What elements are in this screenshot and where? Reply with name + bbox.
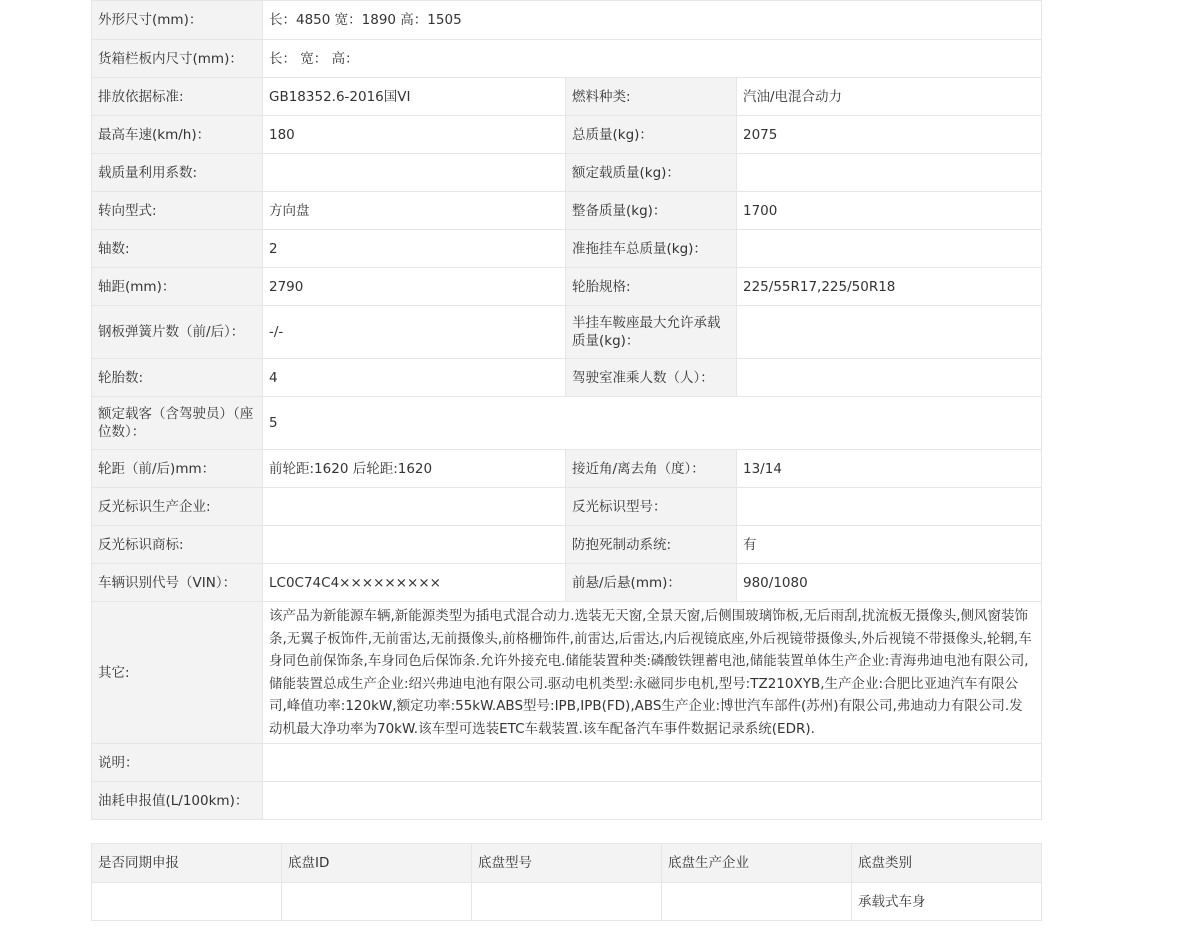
axles-label: 轴数: — [92, 230, 263, 268]
chassis-cell-maker — [662, 883, 852, 921]
chassis-header-row — [92, 844, 1042, 883]
chassis-header-category: 底盘类别 — [852, 844, 1042, 883]
spec-row-load — [92, 154, 1042, 192]
tire-count-label: 轮胎数: — [92, 359, 263, 397]
trailer-mass-value — [737, 230, 1042, 268]
cargo-box-label: 货箱栏板内尺寸(mm)： — [92, 40, 263, 78]
rated-load-label: 额定载质量(kg)： — [566, 154, 737, 192]
spec-row-reflector — [92, 488, 1042, 526]
chassis-header-maker: 底盘生产企业 — [662, 844, 852, 883]
other-value: 该产品为新能源车辆,新能源类型为插电式混合动力.选装无天窗,全景天窗,后侧围玻璃饰板,无后雨刮,扰流板无摄像头,侧风窗装饰条,无翼子板饰件,无前雷达,无前摄像头,前格栅饰件,前雷达,后雷达,内后视镜底座,外后视镜带摄像头,外后视镜不带摄像头,轮辋,车身同色前保饰条,车身同色后保饰条.允许外接充电.储能装置种类:磷酸铁锂蓄电池,储能装置单体生产企业:青海弗迪电池有限公司,储能装置总成生产企业:绍兴弗迪电池有限公司.驱动电机类型:永磁同步电机,型号:TZ210XYB,生产企业:合肥比亚迪汽车有限公司,峰值功率:120kW,额定功率:55kW.ABS型号:IPB,IPB(FD),ABS生产企业:博世汽车部件(苏州)有限公司,弗迪动力有限公司.发动机最大净功率为70kW.该车型可选装ETC车载装置.该车配备汽车事件数据记录系统(EDR). — [263, 602, 1042, 744]
track-label: 轮距（前/后)mm： — [92, 450, 263, 488]
tire-spec-label: 轮胎规格: — [566, 268, 737, 306]
fuel-value: 汽油/电混合动力 — [737, 78, 1042, 116]
spec-row-vin — [92, 564, 1042, 602]
spec-row-steering — [92, 192, 1042, 230]
track-value: 前轮距:1620 后轮距:1620 — [263, 450, 566, 488]
curb-mass-value: 1700 — [737, 192, 1042, 230]
angle-value: 13/14 — [737, 450, 1042, 488]
cargo-box-value: 长： 宽： 高： — [263, 40, 1042, 78]
spec-row-speed — [92, 116, 1042, 154]
note-value — [263, 744, 1042, 782]
vin-value: LC0C74C4××××××××× — [263, 564, 566, 602]
chassis-cell-model — [472, 883, 662, 921]
abs-value: 有 — [737, 526, 1042, 564]
spec-row-spring — [92, 306, 1042, 359]
dimensions-label: 外形尺寸(mm)： — [92, 1, 263, 40]
spec-row-cargo-box — [92, 40, 1042, 78]
overhang-value: 980/1080 — [737, 564, 1042, 602]
overhang-label: 前悬/后悬(mm)： — [566, 564, 737, 602]
spec-row-emission — [92, 78, 1042, 116]
note-label: 说明： — [92, 744, 263, 782]
emission-label: 排放依据标准: — [92, 78, 263, 116]
saddle-value — [737, 306, 1042, 359]
spring-label: 钢板弹簧片数（前/后）： — [92, 306, 263, 359]
seats-value: 5 — [263, 397, 1042, 450]
chassis-table — [91, 843, 1042, 921]
fuel-label: 燃料种类: — [566, 78, 737, 116]
spec-row-tires — [92, 359, 1042, 397]
reflector-brand-label: 反光标识商标: — [92, 526, 263, 564]
max-speed-label: 最高车速(km/h)： — [92, 116, 263, 154]
max-speed-value: 180 — [263, 116, 566, 154]
spec-row-dimensions — [92, 1, 1042, 40]
spec-row-other — [92, 602, 1042, 744]
chassis-cell-category: 承载式车身 — [852, 883, 1042, 921]
saddle-label: 半挂车鞍座最大允许承载质量(kg)： — [566, 306, 737, 359]
chassis-header-id: 底盘ID — [282, 844, 472, 883]
reflector-model-value — [737, 488, 1042, 526]
spec-row-seats — [92, 397, 1042, 450]
vehicle-spec-table — [91, 0, 1042, 820]
reflector-model-label: 反光标识型号： — [566, 488, 737, 526]
reflector-maker-value — [263, 488, 566, 526]
vin-label: 车辆识别代号（VIN）： — [92, 564, 263, 602]
load-coef-label: 载质量利用系数: — [92, 154, 263, 192]
cab-passengers-value — [737, 359, 1042, 397]
load-coef-value — [263, 154, 566, 192]
total-mass-label: 总质量(kg)： — [566, 116, 737, 154]
tire-spec-value: 225/55R17,225/50R18 — [737, 268, 1042, 306]
wheelbase-label: 轴距(mm)： — [92, 268, 263, 306]
dimensions-value: 长：4850 宽：1890 高：1505 — [263, 1, 1042, 40]
trailer-mass-label: 准拖挂车总质量(kg)： — [566, 230, 737, 268]
spec-row-fuel-consumption — [92, 782, 1042, 820]
spec-row-note — [92, 744, 1042, 782]
reflector-brand-value — [263, 526, 566, 564]
emission-value: GB18352.6-2016国VI — [263, 78, 566, 116]
chassis-data-row — [92, 883, 1042, 921]
steering-value: 方向盘 — [263, 192, 566, 230]
wheelbase-value: 2790 — [263, 268, 566, 306]
abs-label: 防抱死制动系统: — [566, 526, 737, 564]
spec-row-track — [92, 450, 1042, 488]
curb-mass-label: 整备质量(kg)： — [566, 192, 737, 230]
chassis-cell-id — [282, 883, 472, 921]
chassis-header-same-period: 是否同期申报 — [92, 844, 282, 883]
steering-label: 转向型式: — [92, 192, 263, 230]
spec-row-axles — [92, 230, 1042, 268]
spec-row-wheelbase — [92, 268, 1042, 306]
fuel-consumption-value — [263, 782, 1042, 820]
fuel-consumption-label: 油耗申报值(L/100km)： — [92, 782, 263, 820]
chassis-header-model: 底盘型号 — [472, 844, 662, 883]
tire-count-value: 4 — [263, 359, 566, 397]
spring-value: -/- — [263, 306, 566, 359]
other-label: 其它: — [92, 602, 263, 744]
angle-label: 接近角/离去角（度）： — [566, 450, 737, 488]
cab-passengers-label: 驾驶室准乘人数（人）： — [566, 359, 737, 397]
seats-label: 额定载客（含驾驶员）（座位数）： — [92, 397, 263, 450]
rated-load-value — [737, 154, 1042, 192]
axles-value: 2 — [263, 230, 566, 268]
total-mass-value: 2075 — [737, 116, 1042, 154]
spec-row-brand-abs — [92, 526, 1042, 564]
chassis-cell-same-period — [92, 883, 282, 921]
reflector-maker-label: 反光标识生产企业: — [92, 488, 263, 526]
